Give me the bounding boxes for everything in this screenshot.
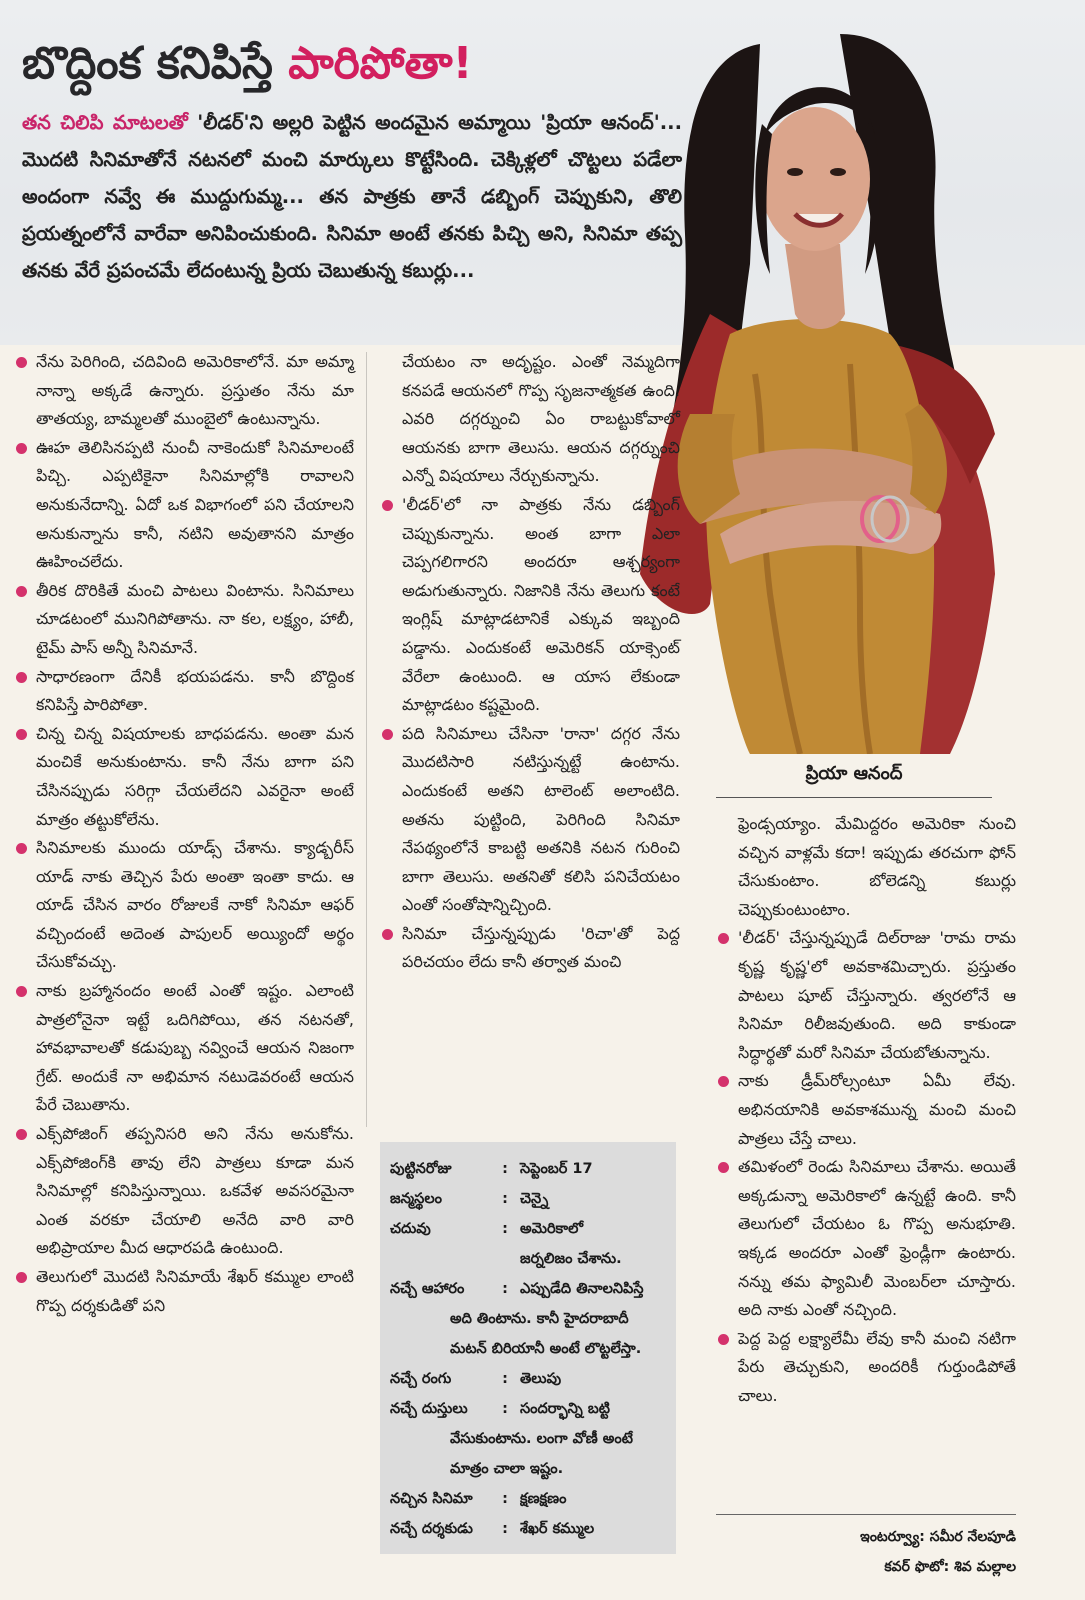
intro-paragraph [22,104,682,289]
credits [716,1522,1016,1582]
headline-part2: పారిపోతా! [288,38,473,89]
photo-caption: ప్రియా ఆనంద్ [805,763,903,784]
bullet-icon [16,729,27,740]
bullet-icon [382,729,393,740]
bullet-paragraph: తమిళంలో రెండు సినిమాలు చేశాను. అయితే అక్కడున్నా అమెరికాలో ఉన్నట్టే ఉంది. కానీ తెలుగులో చేయటం ఓ గొప్ప అనుభూతి. ఇక్కడ అందరూ ఎంతో ఫ్రెండ్లీగా ఉంటారు. నన్ను తమ ఫ్యామిలీ మెంబర్‌లా చూస్తారు. అది నాకు ఎంతో నచ్చింది. [716,1153,1016,1325]
bullet-icon [382,929,393,940]
headline-part1: బొద్దింక కనిపిస్తే [22,38,289,89]
info-continuation: మాత్రం చాలా ఇష్టం. [450,1461,564,1477]
bullet-paragraph: సినిమా చేస్తున్నప్పుడు 'రిచా'తో పెద్ద పరిచయం లేదు కానీ తర్వాత మంచి [380,920,680,977]
bullet-paragraph: చిన్న చిన్న విషయాలకు బాధపడను. అంతా మన మంచికే అనుకుంటాను. కానీ నేను బాగా పని చేసినప్పుడు సరిగ్గా చేయలేదని ఎవరైనా అంటే మాత్రం తట్టుకోలేను. [14,720,354,834]
column-1 [14,348,354,1320]
caption-divider [716,797,992,798]
bullet-icon [16,1129,27,1140]
info-row: నచ్చే రంగు : తెలుపు [390,1371,562,1387]
info-row: జన్మస్థలం : చెన్నై [390,1191,549,1207]
bullet-icon [718,1162,729,1173]
bullet-paragraph: సాధారణంగా దేనికీ భయపడను. కానీ బొద్దింక కనిపిస్తే పారిపోతా. [14,663,354,720]
info-row: నచ్చే దర్శకుడు : శేఖర్ కమ్ముల [390,1521,595,1537]
continued-paragraph: చేయటం నా అదృష్టం. ఎంతో నెమ్మదిగా కనపడే ఆయనలో గొప్ప సృజనాత్మకత ఉంది. ఎవరి దగ్గర్నుంచి ఏం రాబట్టుకోవాలో ఆయనకు బాగా తెలుసు. ఆయన దగ్గర్నుంచి ఎన్నో విషయాలు నేర్చుకున్నాను. [402,352,680,486]
bullet-icon [16,357,27,368]
info-row: నచ్చే ఆహారం : ఎప్పుడేది తినాలనిపిస్తే [390,1281,644,1297]
bullet-paragraph: ఊహ తెలిసినప్పటి నుంచీ నాకెందుకో సినిమాలంటే పిచ్చి. ఎప్పటికైనా సినిమాల్లోకి రావాలని అనుకునేదాన్ని. ఏదో ఒక విభాగంలో పని చేయాలని అనుకున్నాను కానీ, నటిని అవుతానని మాత్రం ఊహించలేదు. [14,434,354,577]
credit-interview: ఇంటర్వ్యూ: సమీర నేలపూడి [860,1529,1016,1545]
info-continuation: జర్నలిజం చేశాను. [520,1251,622,1267]
bullet-icon [16,1272,27,1283]
intro-lead: తన చిలిపి మాటలతో [22,111,188,134]
profile-info-box [380,1142,676,1554]
bullet-paragraph: నాకు బ్రహ్మానందం అంటే ఎంతో ఇష్టం. ఎలాంటి పాత్రలోనైనా ఇట్టే ఒదిగిపోయి, తన నటనతో, హావభావాలతో కడుపుబ్బ నవ్వించే ఆయన నిజంగా గ్రేట్. అందుకే నా అభిమాన నటుడెవరంటే ఆయన పేరే చెబుతాను. [14,977,354,1120]
info-continuation: మటన్ బిరియానీ అంటే లొట్టలేస్తా. [450,1341,642,1357]
bullet-paragraph: ఎక్స్‌పోజింగ్ తప్పనిసరి అని నేను అనుకోను. ఎక్స్‌పోజింగ్‌కి తావు లేని పాత్రలు కూడా మన సినిమాల్లో కనిపిస్తున్నాయి. ఒకవేళ అవసరమైనా ఎంత వరకూ చేయాలి అనేది వారి వారి అభిప్రాయాల మీద ఆధారపడి ఉంటుంది. [14,1120,354,1263]
bullet-icon [16,986,27,997]
bullet-paragraph: సినిమాలకు ముందు యాడ్స్ చేశాను. క్యాడ్బరీస్ యాడ్ నాకు తెచ్చిన పేరు అంతా ఇంతా కాదు. ఆ యాడ్ చేసిన వారం రోజులకే నాకో సినిమా ఆఫర్ వచ్చిందంటే అదెంత పాపులర్ అయ్యిందో అర్థం చేసుకోవచ్చు. [14,834,354,977]
bullet-paragraph: తీరిక దొరికితే మంచి పాటలు వింటాను. సినిమాలు చూడటంలో మునిగిపోతాను. నా కల, లక్ష్యం, హాబీ, టైమ్ పాస్ అన్నీ సినిమానే. [14,577,354,663]
bullet-icon [718,1334,729,1345]
credits-divider [716,1514,1016,1515]
bullet-paragraph: తెలుగులో మొదటి సినిమాయే శేఖర్ కమ్ముల లాంటి గొప్ప దర్శకుడితో పని [14,1263,354,1320]
bullet-paragraph: 'లీడర్'లో నా పాత్రకు నేను డబ్బింగ్ చెప్పుకున్నాను. అంత బాగా ఎలా చెప్పగలిగారని అందరూ ఆశ్చర్యంగా అడుగుతున్నారు. నిజానికి నేను తెలుగు కంటే ఇంగ్లిష్ మాట్లాడటానికే ఎక్కువ ఇబ్బంది పడ్డాను. ఎందుకంటే అమెరికన్ యాక్సెంట్ వేరేలా ఉంటుంది. ఆ యాస లేకుండా మాట్లాడటం కష్టమైంది. [380,491,680,720]
info-row: పుట్టినరోజు : సెప్టెంబర్ 17 [390,1161,593,1177]
info-row: నచ్చిన సినిమా : క్షణక్షణం [390,1491,567,1507]
continued-paragraph: ఫ్రెండ్సయ్యాం. మేమిద్దరం అమెరికా నుంచి వచ్చిన వాళ్లమే కదా! ఇప్పుడు తరచుగా ఫోన్ చేసుకుంటాం. బోలెడన్ని కబుర్లు చెప్పుకుంటుంటాం. [738,814,1016,919]
intro-text: 'లీడర్'ని అల్లరి పెట్టిన అందమైన అమ్మాయి 'ప్రియా ఆనంద్'... మొదటి సినిమాతోనే నటనలో మంచి మార్కులు కొట్టేసింది. చెక్కిళ్లలో చొట్టలు పడేలా అందంగా నవ్వే ఈ ముద్దుగుమ్మ... తన పాత్రకు తానే డబ్బింగ్ చెప్పుకుని, తొలి ప్రయత్నంలోనే వారేవా అనిపించుకుంది. సినిమా అంటే తనకు పిచ్చి అని, సినిమా తప్ప తనకు వేరే ప్రపంచమే లేదంటున్న ప్రియ చెబుతున్న కబుర్లు... [22,111,682,282]
column-3 [716,810,1016,1410]
credit-photo: కవర్ ఫొటో: శివ మల్లాల [884,1559,1016,1575]
bullet-icon [382,500,393,511]
info-row: చదువు : అమెరికాలో [390,1221,584,1237]
column-2 [380,348,680,977]
bullet-icon [718,933,729,944]
bullet-icon [16,586,27,597]
bullet-paragraph: 'లీడర్' చేస్తున్నప్పుడే దిల్‌రాజు 'రామ రామ కృష్ణ కృష్ణ'లో అవకాశమిచ్చారు. ప్రస్తుతం పాటలు షూట్ చేస్తున్నారు. త్వరలోనే ఆ సినిమా రిలీజవుతుంది. అది కాకుండా సిద్ధార్థతో మరో సినిమా చేయబోతున్నాను. [716,924,1016,1067]
bullet-icon [718,1076,729,1087]
bullet-paragraph: పెద్ద పెద్ద లక్ష్యాలేమీ లేవు కానీ మంచి నటిగా పేరు తెచ్చుకుని, అందరికీ గుర్తుండిపోతే చాలు. [716,1325,1016,1411]
info-continuation: వేసుకుంటాను. లంగా వోణీ అంటే [450,1431,633,1447]
info-continuation: అది తింటాను. కానీ హైదరాబాదీ [450,1311,629,1327]
bullet-paragraph: నాకు డ్రీమ్‌రోల్సంటూ ఏమీ లేవు. అభినయానికి అవకాశమున్న మంచి మంచి పాత్రలు చేస్తే చాలు. [716,1067,1016,1153]
bullet-icon [16,672,27,683]
bullet-icon [16,443,27,454]
info-row: నచ్చే దుస్తులు : సందర్భాన్ని బట్టి [390,1401,610,1417]
bullet-paragraph: పది సినిమాలు చేసినా 'రానా' దగ్గర నేను మొదటిసారి నటిస్తున్నట్టే ఉంటాను. ఎందుకంటే అతని టాలెంట్ అలాంటిది. అతను పుట్టింది, పెరిగింది సినిమా నేపథ్యంలోనే కాబట్టి అతనికి నటన గురించి బాగా తెలుసు. అతనితో కలిసి పనిచేయటం ఎంతో సంతోషాన్నిచ్చింది. [380,720,680,920]
column-divider [366,352,367,1127]
bullet-icon [16,843,27,854]
bullet-paragraph: నేను పెరిగింది, చదివింది అమెరికాలోనే. మా అమ్మా నాన్నా అక్కడే ఉన్నారు. ప్రస్తుతం నేను మా తాతయ్య, బామ్మలతో ముంబైలో ఉంటున్నాను. [14,348,354,434]
